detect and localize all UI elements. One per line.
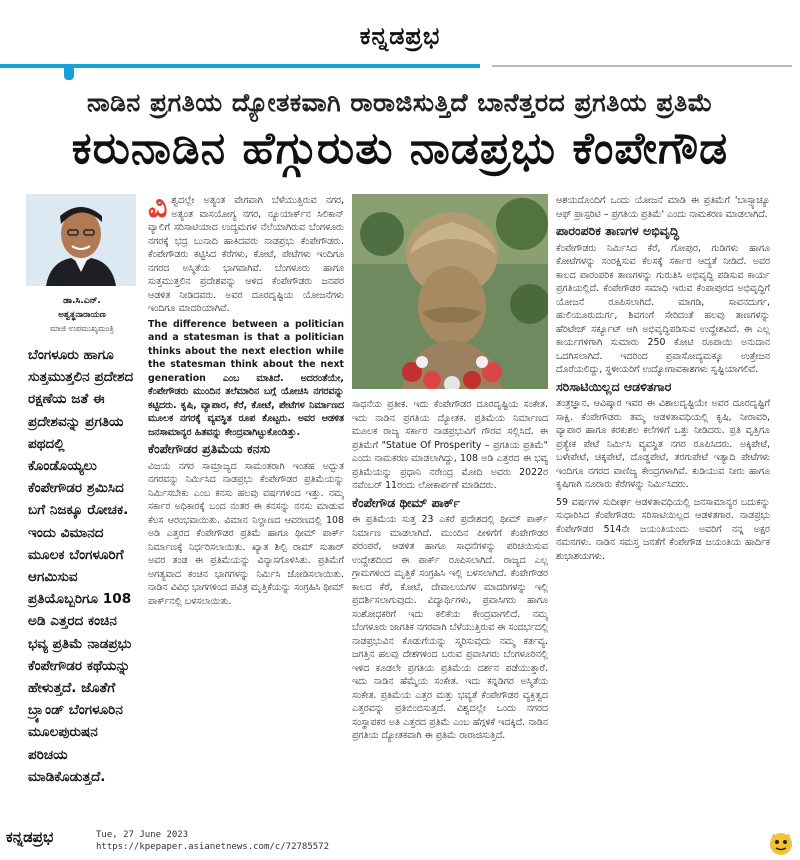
- column-4: [556, 194, 770, 824]
- column-2: [148, 194, 344, 824]
- pull-quote: ಬೆಂಗಳೂರು ಹಾಗೂ ಸುತ್ತಮುತ್ತಲಿನ ಪ್ರದೇಶದ ರಕ್ಷಣೆಯ ಜತೆ ಈ ಪ್ರದೇಶವನ್ನು ಪ್ರಗತಿಯ ಪಥದಲ್ಲಿ ಕೊಂಡೊಯ್ಯಲು ಕೆಂಪೇಗೌಡರ ಶ್ರಮಿಸಿದ ಬಗೆ ನಿಜಕ್ಕೂ ರೋಚಕ. ಇಂದು ವಿಮಾನದ ಮೂಲಕ ಬೆಂಗಳೂರಿಗೆ ಆಗಮಿಸುವ ಪ್ರತಿಯೊಬ್ಬರಿಗೂ 108 ಅಡಿ ಎತ್ತರದ ಕಂಚಿನ ಭವ್ಯ ಪ್ರತಿಮೆ ನಾಡಪ್ರಭು ಕೆಂಪೇಗೌಡರ ಕಥೆಯನ್ನು ಹೇಳುತ್ತದೆ. ಜೊತೆಗೆ ಬ್ರ್ಯಾಂಡ್ ಬೆಂಗಳೂರಿನ ಮೂಲಪುರುಷನ ಪರಿಚಯ ಮಾಡಿಕೊಡುತ್ತದೆ.: [28, 347, 134, 785]
- column-4-paragraph-1: ಆಶಯದೊಂದಿಗೆ ಒಂದು ಯೋಜನೆ ಮಾಡಿ ಈ ಪ್ರತಿಮೆಗೆ 'ಬಾಸ್ಸ್ಯಾಚ್ಯೂ ಆಫ್ ಪ್ರಾಸ್ಪರಿಟಿ – ಪ್ರಗತಿಯ ಪ್ರತಿಮೆ' ಎಂದು ನಾಮಕರಣ ಮಾಡಲಾಗಿದೆ.: [556, 195, 770, 220]
- kempegowda-statue-photo: [352, 194, 548, 389]
- author-photo: [26, 194, 136, 286]
- column-4-subhead-2: ಸರಿಸಾಟಿಯಿಲ್ಲದ ಆಡಳಿತಗಾರ: [556, 378, 672, 394]
- column-4-paragraph-3: ತಂತ್ರಜ್ಞಾನ, ಆವಿಷ್ಕಾರ ಇವರ ಈ ವಿಶಾಲದೃಷ್ಟಿಯೇ ಅವರ ದೂರದೃಷ್ಟಿಗೆ ಸಾಕ್ಷಿ. ಕೆಂಪೇಗೌಡರು ತಮ್ಮ ಆಡಳಿತಾವಧಿಯಲ್ಲಿ ಕೃಷಿ, ನೀರಾವರಿ, ವ್ಯಾಪಾರ ಹಾಗೂ ಕರಕುಶಲ ಕಲೆಗಳಿಗೆ ಒತ್ತು ನೀಡಿದರು. ಪ್ರತಿ ವೃತ್ತಿಗೂ ಪ್ರತ್ಯೇಕ ಪೇಟೆ ನಿರ್ಮಿಸಿ ವ್ಯವಸ್ಥಿತ ನಗರ ರೂಪಿಸಿದರು. ಅಕ್ಕಿಪೇಟೆ, ಬಳೇಪೇಟೆ, ಚಿಕ್ಕಪೇಟೆ, ದೊಡ್ಡಪೇಟೆ, ತರಗುಪೇಟೆ ಇತ್ಯಾದಿ ಪೇಟೆಗಳು ಇಂದಿಗೂ ನಗರದ ವಾಣಿಜ್ಯ ಕೇಂದ್ರಗಳಾಗಿವೆ. ಕುಡಿಯುವ ನೀರು ಹಾಗೂ ಕೃಷಿಗಾಗಿ ನೂರಾರು ಕೆರೆಗಳನ್ನು ನಿರ್ಮಿಸಿದರು.: [556, 398, 770, 490]
- column-2-paragraph-3: ವಿಜಯ ನಗರ ಸಾಮ್ರಾಜ್ಯದ ಸಾಮಂತರಾಗಿ ಇಂತಹ ಅದ್ಭುತ ನಗರವನ್ನು ನಿರ್ಮಿಸಿದ ನಾಡಪ್ರಭು ಕೆಂಪೇಗೌಡರ ಪ್ರತಿಮೆಯನ್ನು ನಿರ್ಮಿಸಬೇಕು ಎಂಬ ಕನಸು ಹಲವು ವರ್ಷಗಳಿಂದ ಇತ್ತು. ನಮ್ಮ ಸರ್ಕಾರ ಅಧಿಕಾರಕ್ಕೆ ಬಂದ ನಂತರ ಈ ಕನಸನ್ನು ನನಸು ಮಾಡುವ ಕೆಲಸ ಆರಂಭವಾಯಿತು. ವಿಮಾನ ನಿಲ್ದಾಣದ ಆವರಣದಲ್ಲಿ 108 ಅಡಿ ಎತ್ತರದ ಕೆಂಪೇಗೌಡರ ಪ್ರತಿಮೆ ಹಾಗೂ ಥೀಮ್ ಪಾರ್ಕ್ ನಿರ್ಮಾಣಕ್ಕೆ ನಿರ್ಧರಿಸಲಾಯಿತು. ಖ್ಯಾತ ಶಿಲ್ಪಿ ರಾಮ್ ಸುತಾರ್ ಅವರ ತಂಡ ಈ ಪ್ರತಿಮೆಯನ್ನು ವಿನ್ಯಾಸಗೊಳಿಸಿತು. ಪ್ರತಿಮೆಗೆ ಅಗತ್ಯವಾದ ಕಂಚಿನ ಭಾಗಗಳನ್ನು ನಿರ್ಮಿಸಿ ಜೋಡಿಸಲಾಯಿತು. ನಾಡಿನ ವಿವಿಧ ಭಾಗಗಳಿಂದ ಪವಿತ್ರ ಮೃತ್ತಿಕೆಯನ್ನು ಸಂಗ್ರಹಿಸಿ ಥೀಮ್ ಪಾರ್ಕ್‌ನಲ್ಲಿ ಬಳಸಲಾಯಿತು.: [148, 460, 344, 607]
- masthead-rule: [0, 64, 800, 68]
- column-4-paragraph-4: 59 ವರ್ಷಗಳ ಸುದೀರ್ಘ ಆಡಳಿತಾವಧಿಯಲ್ಲಿ ಜನಸಾಮಾನ್ಯರ ಬದುಕನ್ನು ಸುಧಾರಿಸಿದ ಕೆಂಪೇಗೌಡರು ಸರಿಸಾಟಿಯಿಲ್ಲದ ಆಡಳಿತಗಾರ. ನಾಡಪ್ರಭು ಕೆಂಪೇಗೌಡರ 514ನೇ ಜಯಂತಿಯಂದು ಅವರಿಗೆ ನನ್ನ ಅಕ್ಷರ ನಮನಗಳು. ನಾಡಿನ ಸಮಸ್ತ ಜನತೆಗೆ ಕೆಂಪೇಗೌಡ ಜಯಂತಿಯ ಹಾರ್ದಿಕ ಶುಭಾಶಯಗಳು.: [556, 496, 770, 562]
- column-2-paragraph-1: ವಿ ಶ್ವದಲ್ಲೇ ಅತ್ಯಂತ ವೇಗವಾಗಿ ಬೆಳೆಯುತ್ತಿರುವ ನಗರ, ಅತ್ಯಂತ ವಾಸಯೋಗ್ಯ ನಗರ, ನ್ಯೂಯಾರ್ಕ್‌ನ ಸಿಲಿಕಾನ್ ವ್ಯಾಲಿಗೆ ಸರಿಸಾಟಿಯಾದ ಉದ್ಯಮಗಳ ನೆಲೆಯಾಗಿರುವ ಬೆಂಗಳೂರು ನಗರಕ್ಕೆ ಭದ್ರ ಬುನಾದಿ ಹಾಕಿದವರು ನಾಡಪ್ರಭು ಕೆಂಪೇಗೌಡರು. ಕೆಂಪೇಗೌಡರು ಕಟ್ಟಿಸಿದ ಕೆರೆಗಳು, ಕೋಟೆ, ಪೇಟೆಗಳು ಇಂದಿಗೂ ನಗರದ ಅಸ್ಮಿತೆಯ ಭಾಗವಾಗಿವೆ. ಬೆಂಗಳೂರು ಹಾಗೂ ಸುತ್ತಮುತ್ತಲಿನ ಪ್ರದೇಶವನ್ನು ಆಳಿದ ಕೆಂಪೇಗೌಡರು ಜನಪರ ಆಡಳಿತ ನೀಡಿದವರು. ಅವರ ದೂರದೃಷ್ಟಿಯ ಯೋಜನೆಗಳು ಇಂದಿಗೂ ಮಾದರಿಯಾಗಿವೆ.: [148, 194, 344, 314]
- column-3-paragraph-1: ಸಾಧನೆಯ ಪ್ರತೀಕ. ಇದು ಕೆಂಪೇಗೌಡರ ದೂರದೃಷ್ಟಿಯ ಸಂಕೇತ. ಇದು ನಾಡಿನ ಪ್ರಗತಿಯ ದ್ಯೋತಕ. ಪ್ರತಿಮೆಯ ನಿರ್ಮಾಣದ ಮೂಲಕ ರಾಜ್ಯ ಸರ್ಕಾರ ನಾಡಪ್ರಭುವಿಗೆ ಗೌರವ ಸಲ್ಲಿಸಿದೆ. ಈ ಪ್ರತಿಮೆಗೆ "Statue Of Prosperity – ಪ್ರಗತಿಯ ಪ್ರತಿಮೆ" ಎಂದು ನಾಮಕರಣ ಮಾಡಲಾಗಿದ್ದು, 108 ಅಡಿ ಎತ್ತರದ ಈ ಭವ್ಯ ಪ್ರತಿಮೆಯನ್ನು ಪ್ರಧಾನಿ ನರೇಂದ್ರ ಮೋದಿ ಅವರು 2022ರ ನವೆಂಬರ್ 11ರಂದು ಲೋಕಾರ್ಪಣೆ ಮಾಡಿದರು.: [352, 399, 548, 491]
- article-kicker: ನಾಡಿನ ಪ್ರಗತಿಯ ದ್ಯೋತಕವಾಗಿ ರಾರಾಜಿಸುತ್ತಿದೆ ಬಾನೆತ್ತರದ ಪ್ರಗತಿಯ ಪ್ರತಿಮೆ: [86, 88, 714, 117]
- article-headline: ಕರುನಾಡಿನ ಹೆಗ್ಗುರುತು ನಾಡಪ್ರಭು ಕೆಂಪೇಗೌಡ: [71, 123, 729, 174]
- column-4-paragraph-2: ಕೆಂಪೇಗೌಡರು ನಿರ್ಮಿಸಿದ ಕೆರೆ, ಗೋಪುರ, ಗುಡಿಗಳು ಹಾಗೂ ಕೋಟೆಗಳನ್ನು ಸಂರಕ್ಷಿಸುವ ಕೆಲಸಕ್ಕೆ ಸರ್ಕಾರ ಆದ್ಯತೆ ನೀಡಿದೆ. ಅವರ ಕಾಲದ ಪಾರಂಪರಿಕ ತಾಣಗಳನ್ನು ಗುರುತಿಸಿ ಅಭಿವೃದ್ಧಿ ಪಡಿಸುವ ಕಾರ್ಯ ಪ್ರಗತಿಯಲ್ಲಿದೆ. ಕೆಂಪೇಗೌಡರ ಸಮಾಧಿ ಇರುವ ಕೆಂಪಾಪುರದ ಅಭಿವೃದ್ಧಿಗೆ ಯೋಜನೆ ರೂಪಿಸಲಾಗಿದೆ. ಮಾಗಡಿ, ಸಾವನದುರ್ಗ, ಹುಲಿಯೂರುದುರ್ಗ, ಶಿವಗಂಗೆ ಸೇರಿದಂತೆ ಹಲವು ತಾಣಗಳನ್ನು ಹೆರಿಟೇಜ್ ಸರ್ಕ್ಯೂಟ್ ಆಗಿ ಅಭಿವೃದ್ಧಿಪಡಿಸುವ ಉದ್ದೇಶವಿದೆ. ಈ ಎಲ್ಲ ಕಾರ್ಯಗಳಿಗಾಗಿ ಸುಮಾರು 250 ಕೋಟಿ ರೂಪಾಯಿ ಅನುದಾನ ಒದಗಿಸಲಾಗಿದೆ. ಇದರಿಂದ ಪ್ರವಾಸೋದ್ಯಮಕ್ಕೂ ಉತ್ತೇಜನ ದೊರೆಯಲಿದ್ದು, ಸ್ಥಳೀಯರಿಗೆ ಉದ್ಯೋಗಾವಕಾಶಗಳು ಸೃಷ್ಟಿಯಾಗಲಿವೆ.: [556, 242, 770, 375]
- column-3: [352, 398, 548, 824]
- footer-logo: ಕನ್ನಡಪ್ರಭ: [6, 828, 54, 846]
- drop-cap: ವಿ: [148, 194, 168, 225]
- author-surname: ಅಶ್ವತ್ಥನಾರಾಯಣ: [58, 310, 106, 320]
- column-3-subhead: ಕೆಂಪೇಗೌಡ ಥೀಮ್ ಪಾರ್ಕ್: [352, 494, 461, 510]
- column-4-subhead-1: ಪಾರಂಪರಿಕ ತಾಣಗಳ ಅಭಿವೃದ್ಧಿ: [556, 223, 679, 238]
- page-footer: [0, 828, 800, 859]
- newspaper-brand: ಕನ್ನಡಪ್ರಭ: [359, 22, 441, 50]
- mascot-icon: [768, 830, 794, 856]
- author-role: ಮಾಜಿ ಉಪಮುಖ್ಯಮಂತ್ರಿ: [50, 324, 114, 333]
- footer-date: Tue, 27 June 2023: [96, 830, 189, 840]
- section-tab-mark: [64, 68, 74, 80]
- column-3-paragraph-2: ಈ ಪ್ರತಿಮೆಯ ಸುತ್ತ 23 ಎಕರೆ ಪ್ರದೇಶದಲ್ಲಿ ಥೀಮ್ ಪಾರ್ಕ್ ನಿರ್ಮಾಣ ಮಾಡಲಾಗಿದೆ. ಮುಂದಿನ ಪೀಳಿಗೆಗೆ ಕೆಂಪೇಗೌಡರ ಪರಂಪರೆ, ಆಡಳಿತ ಹಾಗೂ ಸಾಧನೆಗಳನ್ನು ಪರಿಚಯಿಸುವ ಉದ್ದೇಶದಿಂದ ಈ ಪಾರ್ಕ್ ರೂಪಿಸಲಾಗಿದೆ. ರಾಜ್ಯದ ಎಲ್ಲ ಗ್ರಾಮಗಳಿಂದ ಮೃತ್ತಿಕೆ ಸಂಗ್ರಹಿಸಿ ಇಲ್ಲಿ ಬಳಸಲಾಗಿದೆ. ಕೆಂಪೇಗೌಡರ ಕಾಲದ ಕೆರೆ, ಕೋಟೆ, ದೇವಾಲಯಗಳ ಮಾದರಿಗಳನ್ನು ಇಲ್ಲಿ ಪ್ರದರ್ಶಿಸಲಾಗುವುದು. ವಿದ್ಯಾರ್ಥಿಗಳು, ಪ್ರವಾಸಿಗರು ಹಾಗೂ ಸಂಶೋಧಕರಿಗೆ ಇದು ಕಲಿಕೆಯ ಕೇಂದ್ರವಾಗಲಿದೆ. ನಮ್ಮ ಬೆಂಗಳೂರು ಜಾಗತಿಕ ನಗರವಾಗಿ ಬೆಳೆಯುತ್ತಿರುವ ಈ ಸಂದರ್ಭದಲ್ಲಿ ನಾಡಪ್ರಭುವಿನ ಕೊಡುಗೆಯನ್ನು ಸ್ಮರಿಸುವುದು ನಮ್ಮ ಕರ್ತವ್ಯ. ಜಗತ್ತಿನ ಹಲವು ದೇಶಗಳಿಂದ ಬರುವ ಪ್ರವಾಸಿಗರು ಬೆಂಗಳೂರಿನಲ್ಲಿ ಇಳಿದ ಕೂಡಲೇ ಪ್ರಗತಿಯ ಪ್ರತಿಮೆಯ ದರ್ಶನ ಪಡೆಯುತ್ತಾರೆ. ಇದು ನಾಡಿನ ಹೆಮ್ಮೆಯ ಸಂಕೇತ. ಇದು ಕನ್ನಡಿಗರ ಅಸ್ಮಿತೆಯ ಸಂಕೇತ. ಪ್ರತಿಮೆಯ ಎತ್ತರ ಮತ್ತು ಭವ್ಯತೆ ಕೆಂಪೇಗೌಡರ ವ್ಯಕ್ತಿತ್ವದ ಎತ್ತರವನ್ನು ಪ್ರತಿಬಿಂಬಿಸುತ್ತದೆ. ವಿಶ್ವದಲ್ಲೇ ಒಂದು ನಗರದ ಸಂಸ್ಥಾಪಕರ ಅತಿ ಎತ್ತರದ ಪ್ರತಿಮೆ ಎಂಬ ಹೆಗ್ಗಳಿಕೆ ಇದಕ್ಕಿದೆ. ನಾಡಿನ ಪ್ರಗತಿಯ ದ್ಯೋತಕವಾಗಿ ಈ ಪ್ರತಿಮೆ ರಾರಾಜಿಸುತ್ತಿದೆ.: [352, 514, 548, 741]
- column-2-paragraph-2: The difference between a politician and a statesman is that a politician thinks about the next election while the statesman think about the next generation ಎಂಬ ಮಾತಿದೆ. ಅದರಂತೆಯೇ, ಕೆಂಪೇಗೌಡರು ಮುಂದಿನ ತಲೆಮಾರಿನ ಬಗ್ಗೆ ಯೋಚಿಸಿ ನಗರವನ್ನು ಕಟ್ಟಿದರು. ಕೃಷಿ, ವ್ಯಾಪಾರ, ಕೆರೆ, ಕೋಟೆ, ಪೇಟೆಗಳ ನಿರ್ಮಾಣದ ಮೂಲಕ ನಗರಕ್ಕೆ ವ್ಯವಸ್ಥಿತ ರೂಪ ಕೊಟ್ಟರು. ಅವರ ಆಡಳಿತ ಜನಸಾಮಾನ್ಯರ ಹಿತವನ್ನು ಕೇಂದ್ರವಾಗಿಟ್ಟುಕೊಂಡಿತ್ತು.: [148, 318, 344, 438]
- column-2-subhead: ಕೆಂಪೇಗೌಡರ ಪ್ರತಿಮೆಯ ಕನಸು: [148, 441, 271, 456]
- footer-url-link[interactable]: https://kpepaper.asianetnews.com/c/72785572: [96, 842, 329, 852]
- masthead: [0, 0, 800, 62]
- author-name: ಡಾ.ಸಿ.ಎನ್.: [63, 296, 101, 306]
